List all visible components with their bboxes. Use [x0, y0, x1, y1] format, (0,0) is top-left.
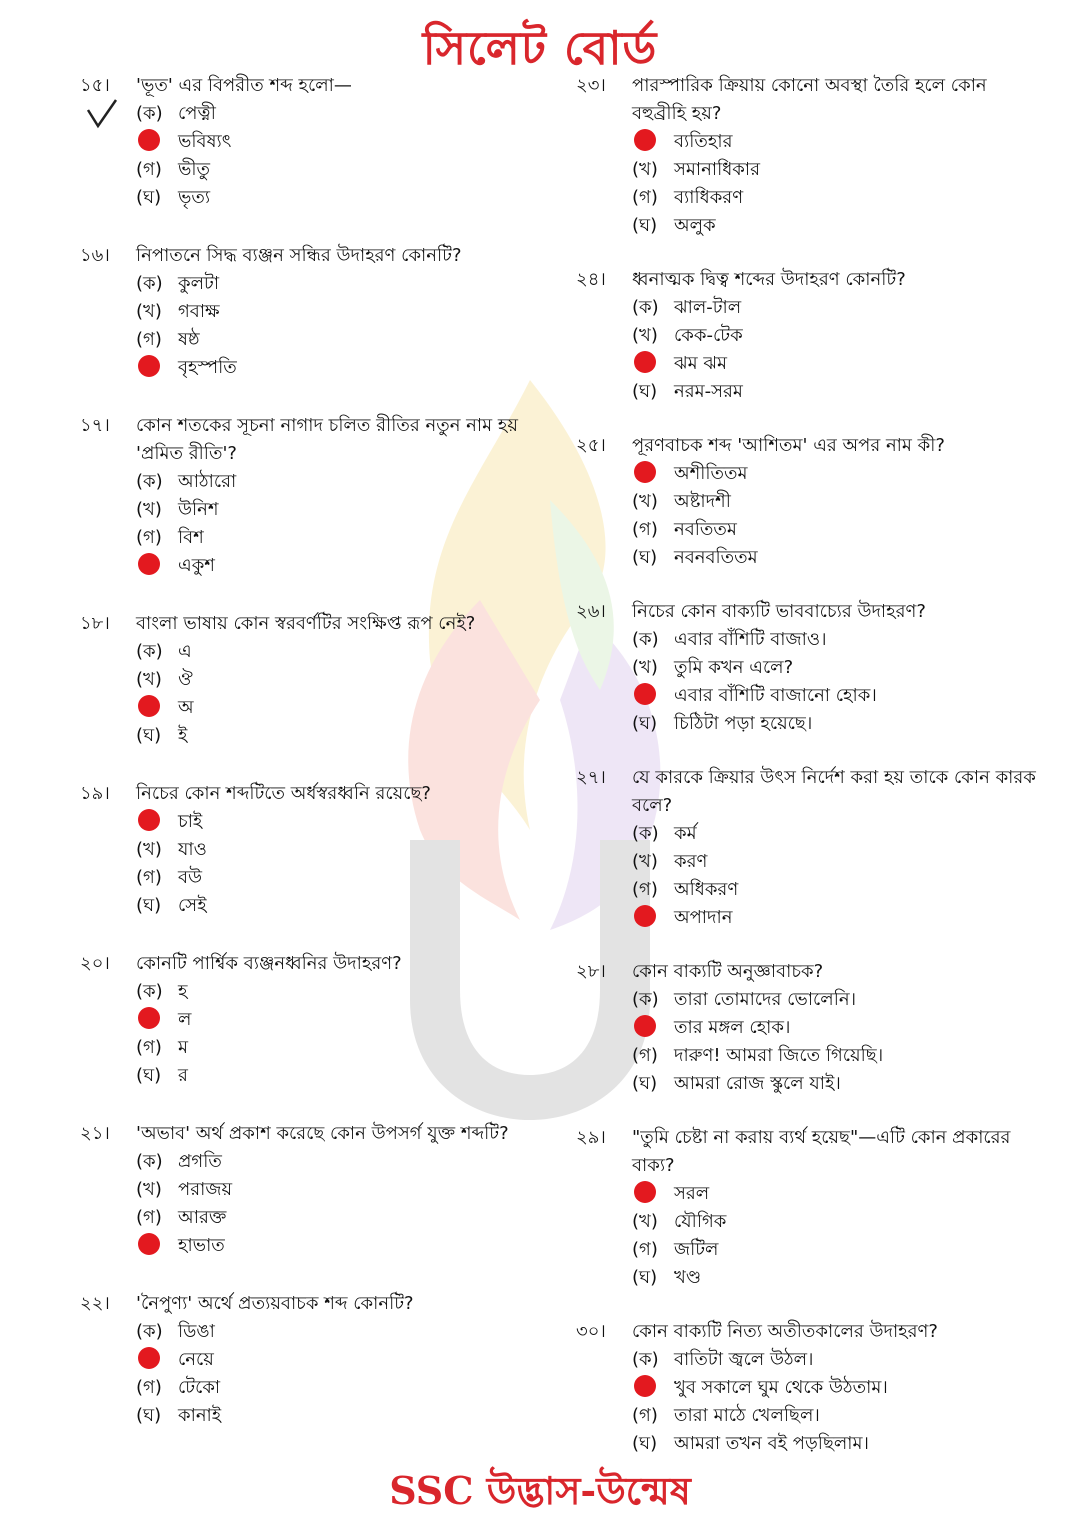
option-row	[632, 1208, 1046, 1236]
option-row	[632, 488, 1046, 516]
red-dot-icon	[634, 683, 656, 705]
question-item	[80, 72, 550, 212]
question-item	[80, 610, 550, 750]
option-row	[136, 722, 550, 750]
option-label: (ঘ)	[632, 546, 658, 568]
option-row	[136, 496, 550, 524]
question-number: ১৭।	[80, 415, 110, 436]
option-text: নরম-সরম	[674, 380, 743, 402]
question-item	[576, 1124, 1046, 1292]
option-text: টেকো	[178, 1376, 221, 1398]
question-item	[80, 1290, 550, 1430]
option-text: অপাদান	[674, 906, 733, 928]
option-text: ভীতু	[178, 158, 211, 180]
option-row	[632, 350, 1046, 378]
red-dot-icon	[634, 351, 656, 373]
red-dot-icon	[138, 1347, 160, 1369]
answer-marker-icon	[632, 905, 672, 932]
option-row	[136, 354, 550, 382]
option-row	[136, 1176, 550, 1204]
option-text: সরল	[674, 1182, 710, 1204]
option-row	[136, 270, 550, 298]
option-row	[136, 864, 550, 892]
option-label: (ঘ)	[632, 1432, 658, 1454]
red-dot-icon	[138, 355, 160, 377]
option-text: আরক্ত	[178, 1206, 227, 1228]
option-row	[136, 1204, 550, 1232]
option-row	[632, 1402, 1046, 1430]
option-text: জটিল	[674, 1238, 719, 1260]
option-text: ষষ্ঠ	[178, 328, 200, 350]
option-label: (ঘ)	[136, 186, 162, 208]
option-text: ঝম ঝম	[674, 352, 727, 374]
question-number: ৩০।	[576, 1321, 606, 1342]
answer-marker-icon	[632, 351, 672, 378]
question-number: ২৯।	[576, 1127, 606, 1148]
question-item	[80, 780, 550, 920]
option-row	[136, 978, 550, 1006]
option-label: (গ)	[136, 526, 162, 548]
question-number: ২১।	[80, 1123, 110, 1144]
option-row	[136, 1034, 550, 1062]
option-row	[136, 694, 550, 722]
question-text: "তুমি চেষ্টা না করায় ব্যর্থ হয়েছ"—এটি কোন প্রকারের বাক্য?	[632, 1127, 1011, 1176]
question-number: ২০।	[80, 953, 110, 974]
option-row	[632, 1070, 1046, 1098]
option-text: কেক-টেক	[674, 324, 743, 346]
option-text: খুব সকালে ঘুম থেকে উঠতাম।	[674, 1376, 888, 1398]
answer-marker-icon	[136, 695, 176, 722]
option-label: (ক)	[136, 1150, 163, 1172]
option-label: (ঘ)	[632, 1266, 658, 1288]
question-text: নিচের কোন বাক্যটি ভাববাচ্যের উদাহরণ?	[632, 601, 926, 622]
option-label: (খ)	[632, 656, 658, 678]
option-label: (ক)	[136, 1320, 163, 1342]
option-text: প্রগতি	[178, 1150, 222, 1172]
option-label: (ঘ)	[136, 1404, 162, 1426]
option-text: তার মঙ্গল হোক।	[674, 1016, 791, 1038]
option-row	[632, 710, 1046, 738]
answer-marker-icon	[632, 129, 672, 156]
option-text: ঔ	[178, 668, 193, 690]
option-row	[136, 1346, 550, 1374]
option-text: অধিকরণ	[674, 878, 739, 900]
option-row	[632, 1014, 1046, 1042]
question-number: ২৫।	[576, 435, 606, 456]
option-text: আমরা রোজ স্কুলে যাই।	[674, 1072, 841, 1094]
option-label: (ক)	[632, 988, 659, 1010]
option-text: ভবিষ্যৎ	[178, 130, 232, 152]
question-text: নিচের কোন শব্দটিতে অর্ধস্বরধ্বনি রয়েছে?	[136, 783, 431, 804]
red-dot-icon	[138, 1233, 160, 1255]
option-row	[136, 184, 550, 212]
option-label: (ঘ)	[632, 214, 658, 236]
option-text: যাও	[178, 838, 207, 860]
footer-brand: SSC উদ্ভাস-উন্মেষ	[389, 1468, 691, 1513]
answer-marker-icon	[136, 355, 176, 382]
left-question-column	[80, 72, 550, 1430]
option-text: হাভাত	[178, 1234, 225, 1256]
option-label: (ঘ)	[136, 724, 162, 746]
option-text: আমরা তখন বই পড়ছিলাম।	[674, 1432, 869, 1454]
option-row	[632, 544, 1046, 572]
option-label: (গ)	[632, 878, 658, 900]
option-label: (ক)	[136, 470, 163, 492]
red-dot-icon	[634, 1375, 656, 1397]
option-text: র	[178, 1064, 188, 1086]
option-row	[632, 128, 1046, 156]
option-label: (গ)	[136, 1376, 162, 1398]
option-label: (গ)	[632, 1404, 658, 1426]
answer-marker-icon	[632, 1181, 672, 1208]
option-row	[136, 836, 550, 864]
red-dot-icon	[138, 1007, 160, 1029]
page-title: সিলেট বোর্ড	[422, 21, 658, 75]
question-item	[80, 412, 550, 580]
option-row	[632, 1264, 1046, 1292]
question-text: 'অভাব' অর্থ প্রকাশ করেছে কোন উপসর্গ যুক্ত শব্দটি?	[136, 1123, 509, 1144]
answer-marker-icon	[136, 553, 176, 580]
option-row	[136, 1374, 550, 1402]
option-label: (গ)	[136, 158, 162, 180]
option-row	[632, 682, 1046, 710]
option-row	[136, 1062, 550, 1090]
option-text: এবার বাঁশিটি বাজাও।	[674, 628, 827, 650]
question-item	[576, 958, 1046, 1098]
option-text: এ	[178, 640, 192, 662]
option-label: (ক)	[632, 822, 659, 844]
option-row	[632, 1346, 1046, 1374]
option-text: হ	[178, 980, 188, 1002]
option-text: করণ	[674, 850, 708, 872]
answer-marker-icon	[136, 1007, 176, 1034]
option-text: ই	[178, 724, 188, 746]
red-dot-icon	[138, 553, 160, 575]
option-text: তারা তোমাদের ভোলেনি।	[674, 988, 857, 1010]
option-label: (খ)	[136, 668, 162, 690]
question-item	[576, 598, 1046, 738]
option-label: (গ)	[632, 518, 658, 540]
answer-marker-icon	[632, 1015, 672, 1042]
question-text: ধ্বনাত্মক দ্বিত্ব শব্দের উদাহরণ কোনটি?	[632, 269, 906, 290]
red-dot-icon	[634, 461, 656, 483]
option-row	[632, 1430, 1046, 1458]
question-text: পূরণবাচক শব্দ 'আশিতম' এর অপর নাম কী?	[632, 435, 945, 456]
question-text: কোন শতকের সূচনা নাগাদ চলিত রীতির নতুন নাম হয় 'প্রমিত রীতি'?	[136, 415, 518, 464]
question-item	[80, 1120, 550, 1260]
option-row	[632, 876, 1046, 904]
question-item	[576, 1318, 1046, 1458]
option-row	[632, 1374, 1046, 1402]
answer-marker-icon	[632, 1375, 672, 1402]
question-text: পারস্পারিক ক্রিয়ায় কোনো অবস্থা তৈরি হলে কোন বহুব্রীহি হয়?	[632, 75, 987, 124]
question-text: কোনটি পার্শ্বিক ব্যঞ্জনধ্বনির উদাহরণ?	[136, 953, 402, 974]
question-item	[576, 764, 1046, 932]
option-text: ব্যাধিকরণ	[674, 186, 744, 208]
option-row	[632, 1042, 1046, 1070]
option-label: (খ)	[136, 300, 162, 322]
option-row	[136, 100, 550, 128]
option-text: কুলটা	[178, 272, 220, 294]
question-text: বাংলা ভাষায় কোন স্বরবর্ণটির সংক্ষিপ্ত রূপ নেই?	[136, 613, 476, 634]
option-row	[632, 654, 1046, 682]
option-text: চিঠিটা পড়া হয়েছে।	[674, 712, 813, 734]
option-text: বিশ	[178, 526, 204, 548]
option-label: (খ)	[632, 490, 658, 512]
question-text: নিপাতনে সিদ্ধ ব্যঞ্জন সন্ধির উদাহরণ কোনটি?	[136, 245, 462, 266]
option-row	[136, 808, 550, 836]
red-dot-icon	[138, 809, 160, 831]
option-row	[632, 516, 1046, 544]
option-row	[632, 156, 1046, 184]
option-label: (গ)	[136, 866, 162, 888]
option-label: (ঘ)	[136, 1064, 162, 1086]
option-row	[136, 1318, 550, 1346]
option-text: অষ্টাদশী	[674, 490, 731, 512]
option-label: (খ)	[632, 1210, 658, 1232]
option-label: (ক)	[632, 296, 659, 318]
option-row	[136, 552, 550, 580]
option-row	[632, 212, 1046, 240]
option-text: ল	[178, 1008, 192, 1030]
red-dot-icon	[634, 129, 656, 151]
option-text: ব্যতিহার	[674, 130, 733, 152]
question-number: ২৪।	[576, 269, 606, 290]
question-number: ১৫।	[80, 75, 110, 96]
option-row	[136, 1232, 550, 1260]
option-label: (খ)	[136, 498, 162, 520]
question-text: কোন বাক্যটি নিত্য অতীতকালের উদাহরণ?	[632, 1321, 938, 1342]
option-label: (গ)	[632, 1238, 658, 1260]
answer-marker-icon	[632, 683, 672, 710]
option-text: তারা মাঠে খেলছিল।	[674, 1404, 820, 1426]
option-row	[136, 1402, 550, 1430]
option-row	[632, 820, 1046, 848]
option-text: তুমি কখন এলে?	[674, 656, 794, 678]
question-text: কোন বাক্যটি অনুজ্ঞাবাচক?	[632, 961, 824, 982]
option-text: ম	[178, 1036, 188, 1058]
option-row	[136, 892, 550, 920]
option-row	[136, 638, 550, 666]
option-label: (ক)	[136, 272, 163, 294]
question-text: 'নৈপুণ্য' অর্থে প্রত্যয়বাচক শব্দ কোনটি?	[136, 1293, 414, 1314]
question-text: 'ভূত' এর বিপরীত শব্দ হলো—	[136, 75, 352, 96]
option-text: নবতিতম	[674, 518, 737, 540]
question-number: ২৬।	[576, 601, 606, 622]
option-label: (খ)	[632, 850, 658, 872]
option-text: পরাজয়	[178, 1178, 233, 1200]
question-item	[576, 266, 1046, 406]
option-text: ঝাল-টাল	[674, 296, 742, 318]
option-row	[632, 848, 1046, 876]
option-text: আঠারো	[178, 470, 237, 492]
right-question-column	[576, 72, 1046, 1458]
option-row	[632, 986, 1046, 1014]
option-label: (ক)	[136, 980, 163, 1002]
option-label: (গ)	[136, 1036, 162, 1058]
option-row	[136, 326, 550, 354]
option-row	[632, 378, 1046, 406]
option-row	[632, 460, 1046, 488]
option-text: ডিঙা	[178, 1320, 215, 1342]
option-label: (ঘ)	[136, 894, 162, 916]
option-text: নেয়ে	[178, 1348, 214, 1370]
option-label: (ঘ)	[632, 712, 658, 734]
question-item	[80, 950, 550, 1090]
option-row	[632, 294, 1046, 322]
option-row	[136, 128, 550, 156]
option-text: ভৃত্য	[178, 186, 211, 208]
red-dot-icon	[138, 695, 160, 717]
option-text: অ	[178, 696, 194, 718]
option-label: (খ)	[136, 1178, 162, 1200]
option-label: (ক)	[632, 1348, 659, 1370]
question-number: ২৩।	[576, 75, 606, 96]
option-text: চাই	[178, 810, 203, 832]
option-label: (গ)	[632, 186, 658, 208]
option-text: একুশ	[178, 554, 215, 576]
option-text: দারুণ! আমরা জিতে গিয়েছি।	[674, 1044, 884, 1066]
question-number: ১৬।	[80, 245, 110, 266]
option-text: নবনবতিতম	[674, 546, 758, 568]
option-row	[136, 666, 550, 694]
option-row	[136, 468, 550, 496]
question-text: যে কারকে ক্রিয়ার উৎস নির্দেশ করা হয় তাকে কোন কারক বলে?	[632, 767, 1036, 816]
option-text: কানাই	[178, 1404, 222, 1426]
option-text: সেই	[178, 894, 207, 916]
option-row	[632, 322, 1046, 350]
red-dot-icon	[138, 129, 160, 151]
option-row	[632, 626, 1046, 654]
answer-marker-icon	[136, 1233, 176, 1260]
question-number: ১৮।	[80, 613, 110, 634]
answer-marker-icon	[632, 461, 672, 488]
option-row	[136, 1148, 550, 1176]
answer-marker-icon	[136, 1347, 176, 1374]
option-text: যৌগিক	[674, 1210, 727, 1232]
option-row	[632, 184, 1046, 212]
option-label: (ক)	[632, 628, 659, 650]
option-label: (ঘ)	[632, 1072, 658, 1094]
option-row	[136, 1006, 550, 1034]
option-text: বৃহস্পতি	[178, 356, 237, 378]
option-text: কর্ম	[674, 822, 697, 844]
option-text: খণ্ড	[674, 1266, 702, 1288]
question-number: ২৮।	[576, 961, 606, 982]
option-label: (গ)	[136, 1206, 162, 1228]
option-text: অলুক	[674, 214, 716, 236]
option-text: এবার বাঁশিটি বাজানো হোক।	[674, 684, 877, 706]
option-text: সমানাধিকার	[674, 158, 761, 180]
question-number: ২৭।	[576, 767, 606, 788]
option-label: (ক)	[136, 640, 163, 662]
option-label: (গ)	[632, 1044, 658, 1066]
option-label: (ঘ)	[632, 380, 658, 402]
option-label: (গ)	[136, 328, 162, 350]
option-text: অশীতিতম	[674, 462, 748, 484]
question-item	[576, 432, 1046, 572]
answer-marker-icon	[136, 129, 176, 156]
option-text: পেত্নী	[178, 102, 216, 124]
option-label: (খ)	[632, 158, 658, 180]
question-number: ২২।	[80, 1293, 110, 1314]
option-row	[632, 1180, 1046, 1208]
option-row	[632, 1236, 1046, 1264]
option-text: বাতিটা জ্বলে উঠল।	[674, 1348, 814, 1370]
red-dot-icon	[634, 905, 656, 927]
option-row	[136, 524, 550, 552]
option-text: উনিশ	[178, 498, 219, 520]
question-item	[80, 242, 550, 382]
option-label: (খ)	[136, 838, 162, 860]
question-item	[576, 72, 1046, 240]
option-row	[632, 904, 1046, 932]
option-row	[136, 156, 550, 184]
red-dot-icon	[634, 1015, 656, 1037]
question-number: ১৯।	[80, 783, 110, 804]
answer-marker-icon	[136, 809, 176, 836]
option-label: (খ)	[632, 324, 658, 346]
option-text: বউ	[178, 866, 203, 888]
red-dot-icon	[634, 1181, 656, 1203]
option-text: গবাক্ষ	[178, 300, 220, 322]
option-label: (ক)	[136, 102, 163, 124]
option-row	[136, 298, 550, 326]
